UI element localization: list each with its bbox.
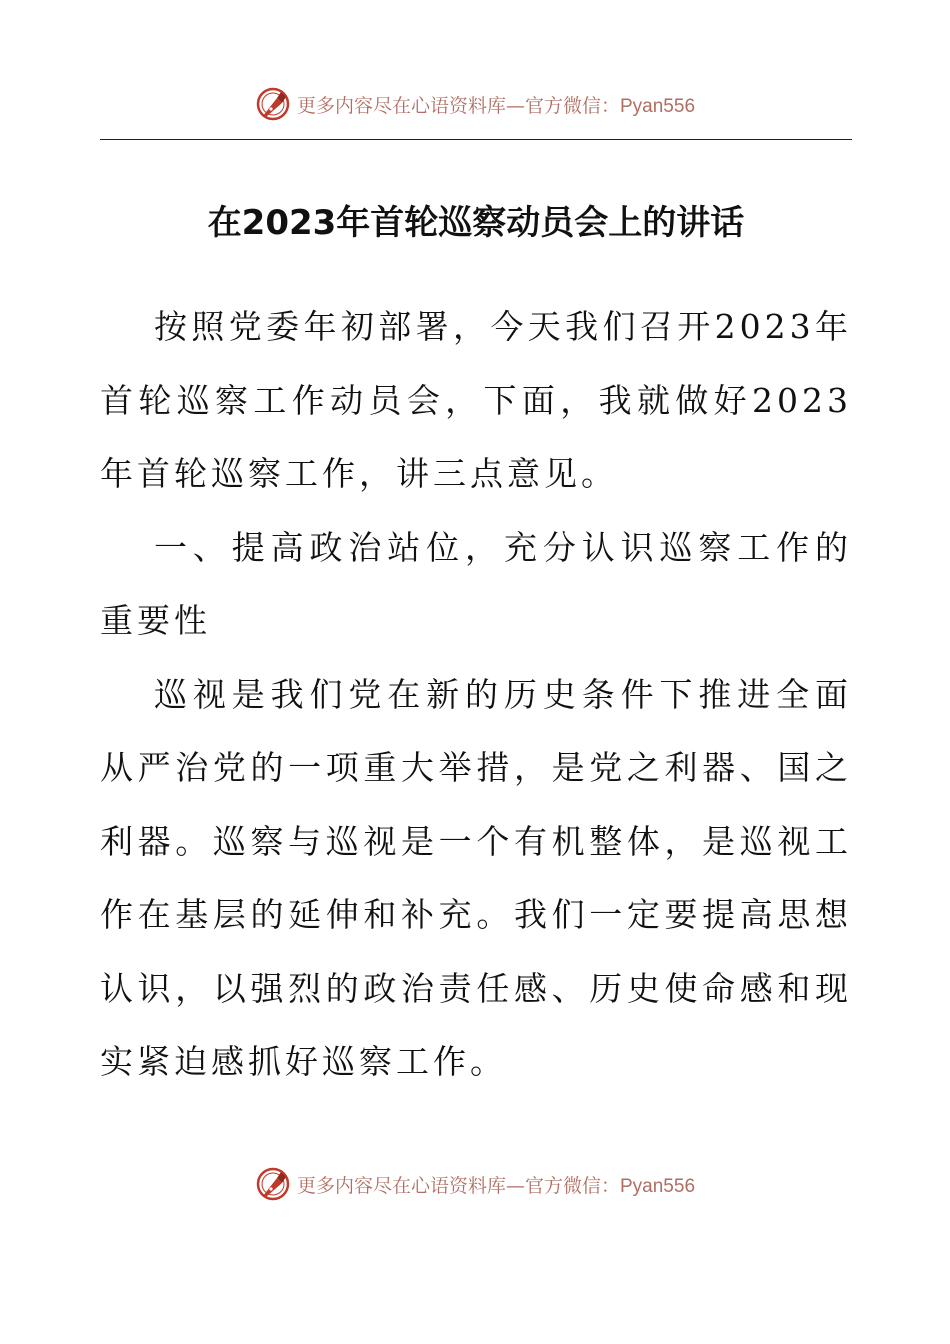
footer-banner-id: Pyan556 (620, 1175, 696, 1197)
header-banner-text: 更多内容尽在心语资料库—官方微信：Pyan556 (296, 94, 696, 117)
section-heading-1: 一、提高政治站位，充分认识巡察工作的重要性 (100, 527, 852, 640)
footer-banner-text: 更多内容尽在心语资料库—官方微信：Pyan556 (296, 1174, 696, 1197)
header-banner-id: Pyan556 (620, 95, 696, 117)
paragraph-section-1: 巡视是我们党在新的历史条件下推进全面从严治党的一项重大举措，是党之利器、国之利器。巡察与巡视是一个有机整体，是巡视工作在基层的延伸和补充。我们一定要提高思想认识，以强烈的政治责任感、历史使命感和现实紧迫感抓好巡察工作。 (100, 674, 852, 1081)
pen-nib-logo-icon (255, 86, 291, 122)
document-title: 在2023年首轮巡察动员会上的讲话 (207, 203, 745, 243)
footer-banner (0, 1162, 950, 1206)
paragraph-intro: 按照党委年初部署，今天我们召开2023年首轮巡察工作动员会，下面，我就做好2023年首轮巡察工作，讲三点意见。 (100, 307, 852, 493)
pen-nib-logo-icon (255, 1166, 291, 1202)
document-body (100, 290, 852, 1099)
header-divider (100, 139, 852, 140)
header-banner (0, 82, 950, 126)
